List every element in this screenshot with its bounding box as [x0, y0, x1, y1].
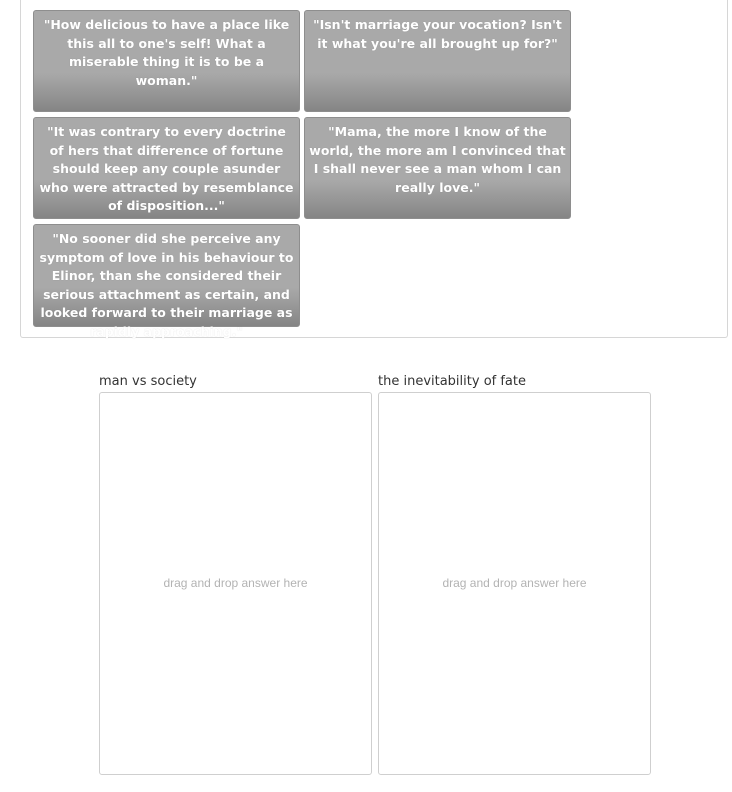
- answer-card-3[interactable]: "It was contrary to every doctrine of hers that difference of fortune should keep any couple asunder who were attracted by resemblance of disposition...": [33, 117, 300, 219]
- answer-card-5[interactable]: "No sooner did she perceive any symptom of love in his behaviour to Elinor, than she considered their serious attachment as certain, and looked forward to their marriage as rapidly approaching.": [33, 224, 300, 327]
- drop-zone-hint: drag and drop answer here: [442, 576, 587, 590]
- drop-zone-label-man-vs-society: man vs society: [99, 374, 197, 389]
- drop-zone-man-vs-society[interactable]: [99, 392, 372, 775]
- answer-card-2[interactable]: "Isn't marriage your vocation? Isn't it what you're all brought up for?": [304, 10, 571, 112]
- answer-card-4[interactable]: "Mama, the more I know of the world, the more am I convinced that I shall never see a man whom I can really love.": [304, 117, 571, 219]
- drop-zone-hint: drag and drop answer here: [163, 576, 308, 590]
- drop-zone-label-inevitability-of-fate: the inevitability of fate: [378, 374, 526, 389]
- answer-card-1[interactable]: "How delicious to have a place like this all to one's self! What a miserable thing it is to be a woman.": [33, 10, 300, 112]
- drop-zone-inevitability-of-fate[interactable]: [378, 392, 651, 775]
